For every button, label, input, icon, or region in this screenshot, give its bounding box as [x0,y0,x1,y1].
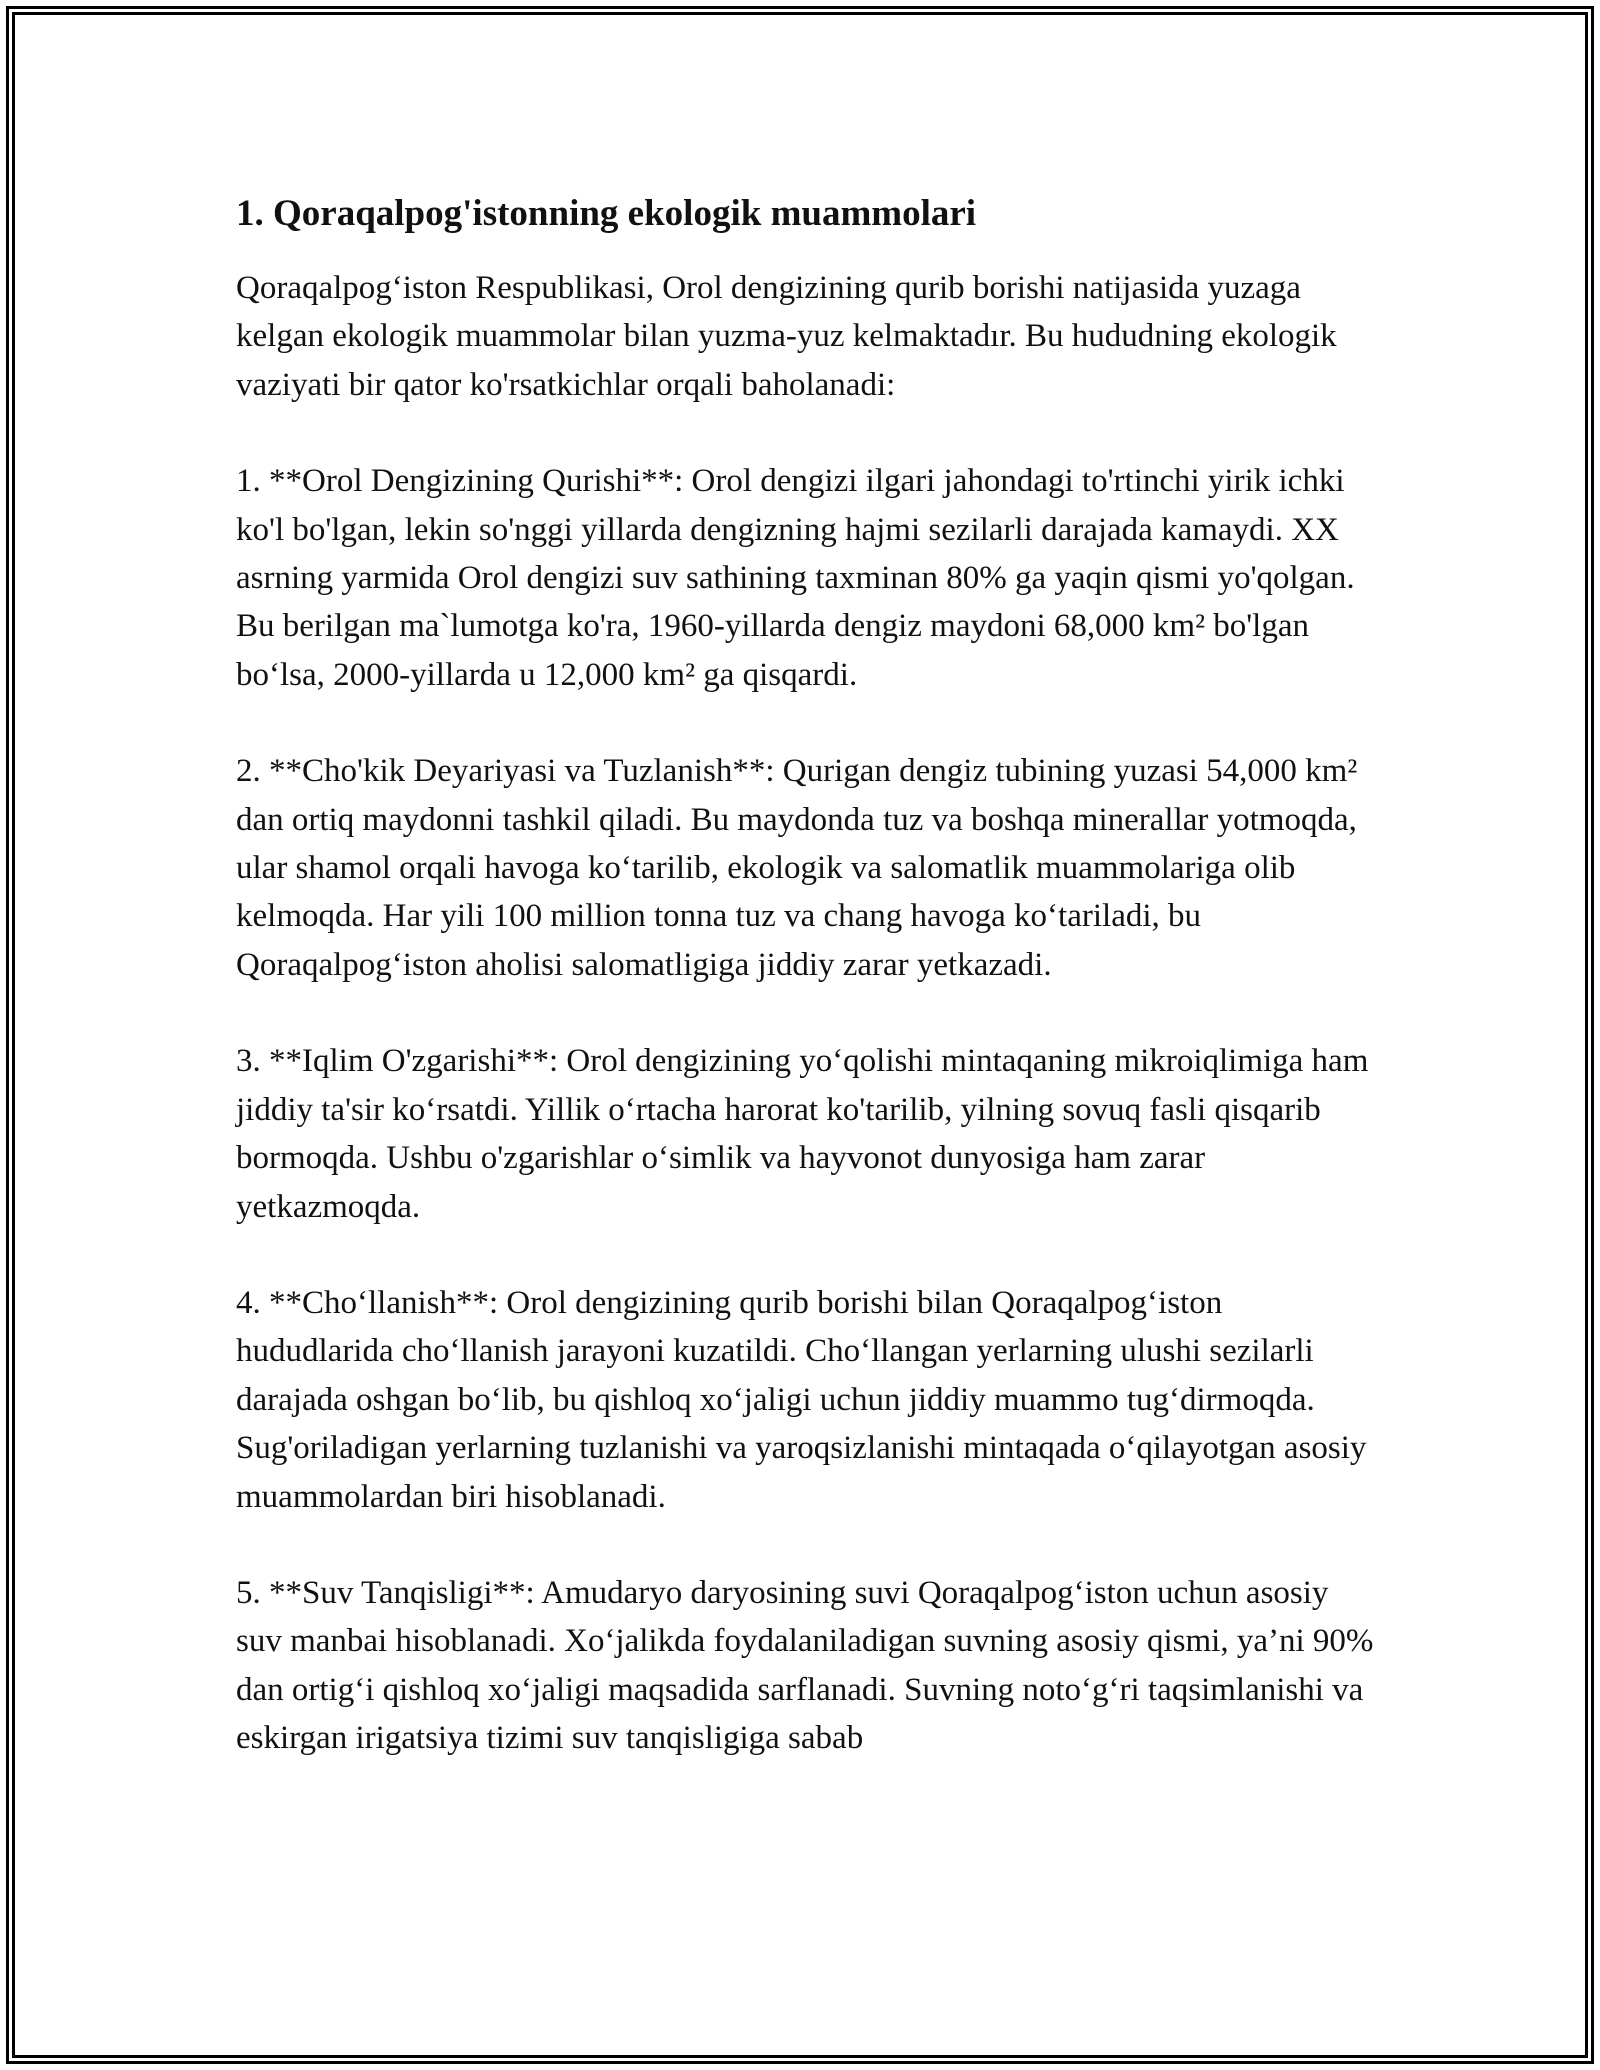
item-water-shortage: 5. **Suv Tanqisligi**: Amudaryo daryosining suvi Qoraqalpog‘iston uchun asosiy suv manbai hisoblanadi. Xo‘jalikda foydalaniladigan suvning asosiy qismi, ya’ni 90% dan ortig‘i qishloq xo‘jaligi maqsadida sarflanadi. Suvning noto‘g‘ri taqsimlanishi va eskirgan irigatsiya tizimi suv tanqisligiga sabab [236,1574,1374,1757]
section-heading: 1. Qoraqalpog'istonning ekologik muammolari [236,193,977,234]
document-body [236,186,1376,1811]
item-desertification: 4. **Cho‘llanish**: Orol dengizining qurib borishi bilan Qoraqalpog‘iston hududlarida cho‘llanish jarayoni kuzatildi. Cho‘llangan yerlarning ulushi sezilarli darajada oshgan bo‘lib, bu qishloq xo‘jaligi uchun jiddiy muammo tug‘dirmoqda. Sug'oriladigan yerlarning tuzlanishi va yaroqsizlanishi mintaqada o‘qilayotgan asosiy muammolardan biri hisoblanadi. [236,1284,1367,1515]
intro-paragraph: Qoraqalpog‘iston Respublikasi, Orol dengizining qurib borishi natijasida yuzaga kelgan ekologik muammolar bilan yuzma-yuz kelmaktadır. Bu hududning ekologik vaziyati bir qator ko'rsatkichlar orqali baholanadi: [236,270,1337,403]
item-salinization: 2. **Cho'kik Deyariyasi va Tuzlanish**: Qurigan dengiz tubining yuzasi 54,000 km² dan ortiq maydonni tashkil qiladi. Bu maydonda tuz va boshqa minerallar yotmoqda, ular shamol orqali havoga ko‘tarilib, ekologik va salomatlik muammolariga olib kelmoqda. Har yili 100 million tonna tuz va chang havoga ko‘tariladi, bu Qoraqalpog‘iston aholisi salomatligiga jiddiy zarar yetkazadi. [236,753,1358,983]
item-aral-sea-drying: 1. **Orol Dengizining Qurishi**: Orol dengizi ilgari jahondagi to'rtinchi yirik ichki ko'l bo'lgan, lekin so'nggi yillarda dengizning hajmi sezilarli darajada kamaydi. XX asrning yarmida Orol dengizi suv sathining taxminan 80% ga yaqin qismi yo'qolgan. Bu berilgan ma`lumotga ko'ra, 1960-yillarda dengiz maydoni 68,000 km² bo'lgan bo‘lsa, 2000-yillarda u 12,000 km² ga qisqardi. [236,463,1355,693]
item-climate-change: 3. **Iqlim O'zgarishi**: Orol dengizining yo‘qolishi mintaqaning mikroiqlimiga ham jiddiy ta'sir ko‘rsatdi. Yillik o‘rtacha harorat ko'tarilib, yilning sovuq fasli qisqarib bormoqda. Ushbu o'zgarishlar o‘simlik va hayvonot dunyosiga ham zarar yetkazmoqda. [236,1043,1369,1225]
